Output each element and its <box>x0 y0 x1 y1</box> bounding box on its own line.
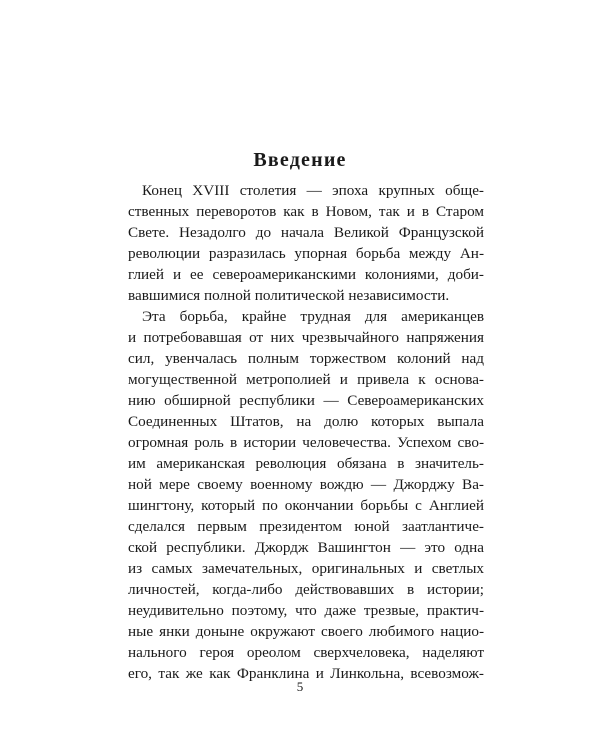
text-line: нального героя ореолом сверхчеловека, наделяют <box>128 644 484 661</box>
text-line: личностей, когда-либо действовавших в истории; <box>128 581 484 598</box>
text-line: сделался первым президентом юной заатлантиче- <box>128 518 484 535</box>
text-line: вавшимися полной политической независимости. <box>128 287 450 304</box>
text-line: Эта борьба, крайне трудная для американцев <box>142 308 484 325</box>
text-line: ной мере своему военному вождю — Джорджу Ва- <box>128 476 484 493</box>
paragraph-1 <box>128 180 484 306</box>
text-line: ской республики. Джордж Вашингтон — это одна <box>128 539 484 556</box>
page-number: 5 <box>296 679 304 694</box>
text-line: его, так же как Франклина и Линкольна, всевозмож- <box>128 665 484 682</box>
text-line: глией и ее североамериканскими колониями, доби- <box>128 266 484 283</box>
text-line: нию обширной республики — Североамериканских <box>128 392 484 409</box>
chapter-title: Введение <box>253 149 347 171</box>
text-line: шингтону, который по окончании борьбы с Англией <box>128 497 484 514</box>
text-line: Свете. Незадолго до начала Великой Французской <box>128 224 484 241</box>
text-line: ные янки доныне окружают своего любимого нацио- <box>128 623 484 640</box>
text-line: огромная роль в истории человечества. Успехом сво- <box>128 434 484 451</box>
text-line: Конец XVIII столетия — эпоха крупных обще- <box>142 182 484 199</box>
body-text <box>128 180 484 684</box>
text-line: и потребовавшая от них чрезвычайного напряжения <box>128 329 484 346</box>
text-line: неудивительно поэтому, что даже трезвые, практич- <box>128 602 484 619</box>
paragraph-2 <box>128 306 484 684</box>
text-line: ственных переворотов как в Новом, так и в Старом <box>128 203 484 220</box>
text-line: из самых замечательных, оригинальных и светлых <box>128 560 484 577</box>
text-line: могущественной метрополией и привела к основа- <box>128 371 484 388</box>
text-line: Соединенных Штатов, на долю которых выпала <box>128 413 484 430</box>
text-line: революции разразилась упорная борьба между Ан- <box>128 245 484 262</box>
text-line: сил, увенчалась полным торжеством колоний над <box>128 350 484 367</box>
text-line: им американская революция обязана в значитель- <box>128 455 484 472</box>
